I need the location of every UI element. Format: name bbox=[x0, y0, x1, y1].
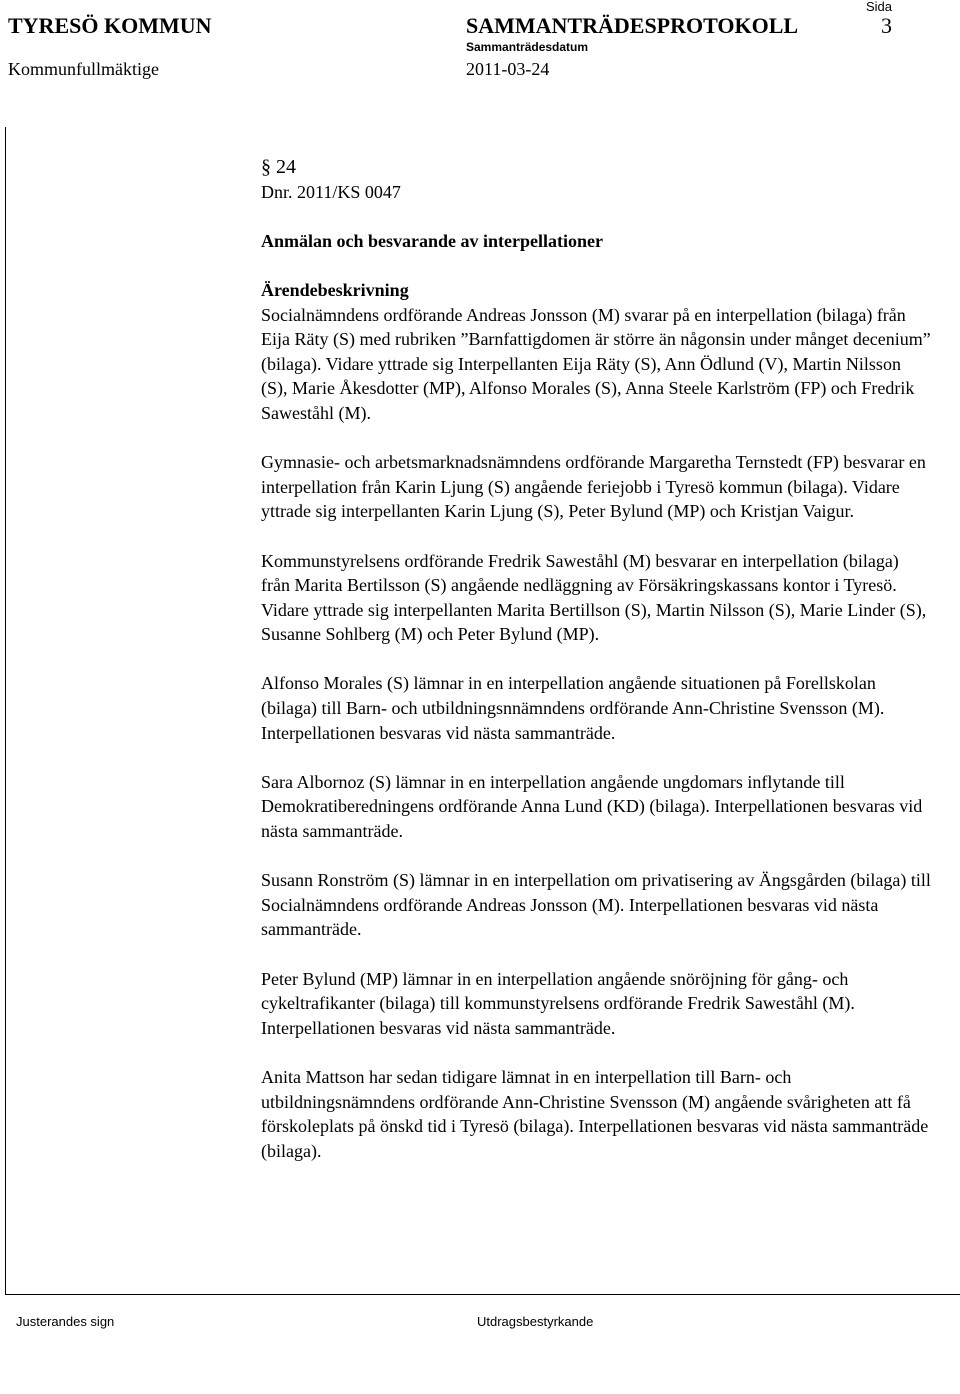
signature-divider-line bbox=[5, 1294, 960, 1295]
left-frame-line bbox=[5, 127, 6, 1294]
subheading: Ärendebeskrivning bbox=[261, 279, 409, 300]
paragraph: Anita Mattson har sedan tidigare lämnat in en interpellation till Barn- och utbildningsnämndens ordförande Ann-Christine Svensson (M) angående svårigheten att få förskoleplats på önskd tid i Tyresö (bilaga). Interpellationen besvaras vid nästa sammanträde (bilaga). bbox=[261, 1066, 929, 1161]
page-number: 3 bbox=[881, 13, 892, 38]
item-title: Anmälan och besvarande av interpellationer bbox=[261, 230, 603, 251]
utdragsbestyrkande-label: Utdragsbestyrkande bbox=[477, 1314, 594, 1329]
municipality-name: TYRESÖ KOMMUN bbox=[8, 13, 212, 38]
paragraph: Socialnämndens ordförande Andreas Jonsson (M) svarar på en interpellation (bilaga) från Eija Räty (S) med rubriken ”Barnfattigdomen är större än någonsin under månget decenium” (bilaga). Vidare yttrade sig Interpellanten Eija Räty (S), Ann Ödlund (V), Martin Nilsson (S), Marie Åkesdotter (MP), Alfonso Morales (S), Anna Steele Karlström (FP) och Fredrik Saweståhl (M). bbox=[261, 304, 931, 423]
paragraph: Gymnasie- och arbetsmarknadsnämndens ordförande Margaretha Ternstedt (FP) besvarar en interpellation från Karin Ljung (S) angående feriejobb i Tyresö kommun (bilaga). Vidare yttrade sig interpellanten Karin Ljung (S), Peter Bylund (MP) och Kristjan Vaigur. bbox=[261, 452, 926, 522]
page-label: Sida bbox=[866, 0, 893, 14]
justerandes-sign-label: Justerandes sign bbox=[16, 1314, 115, 1329]
paragraph: Susann Ronström (S) lämnar in en interpellation om privatisering av Ängsgården (bilaga) till Socialnämndens ordförande Andreas Jonsson (M). Interpellationen besvaras vid nästa sammanträde. bbox=[261, 870, 931, 940]
paragraph: Peter Bylund (MP) lämnar in en interpellation angående snöröjning för gång- och cykeltrafikanter (bilaga) till kommunstyrelsens ordförande Fredrik Saweståhl (M). Interpellationen besvaras vid nästa sammanträde. bbox=[261, 968, 855, 1038]
paragraph: Alfonso Morales (S) lämnar in en interpellation angående situationen på Forellskolan (bilaga) till Barn- och utbildningsnnämndens ordförande Ann-Christine Svensson (M). Interpellationen besvaras vid nästa sammanträde. bbox=[261, 673, 885, 743]
date-label: Sammanträdesdatum bbox=[466, 40, 589, 54]
body-name: Kommunfullmäktige bbox=[8, 59, 159, 79]
paragraph: Kommunstyrelsens ordförande Fredrik Saweståhl (M) besvarar en interpellation (bilaga) från Marita Bertilsson (S) angående nedläggning av Försäkringskassans kontor i Tyresö. Vidare yttrade sig interpellanten Marita Bertillson (S), Martin Nilsson (S), Marie Linder (S), Susanne Sohlberg (M) och Peter Bylund (MP). bbox=[261, 550, 927, 645]
diary-number: Dnr. 2011/KS 0047 bbox=[261, 181, 401, 202]
section-number: § 24 bbox=[261, 156, 296, 178]
item-content bbox=[261, 155, 931, 1163]
meeting-date: 2011-03-24 bbox=[466, 59, 550, 79]
paragraph: Sara Albornoz (S) lämnar in en interpellation angående ungdomars inflytande till Demokratiberedningens ordförande Anna Lund (KD) (bilaga). Interpellationen besvaras vid nästa sammanträde. bbox=[261, 771, 923, 842]
protocol-title: SAMMANTRÄDESPROTOKOLL bbox=[466, 13, 799, 38]
